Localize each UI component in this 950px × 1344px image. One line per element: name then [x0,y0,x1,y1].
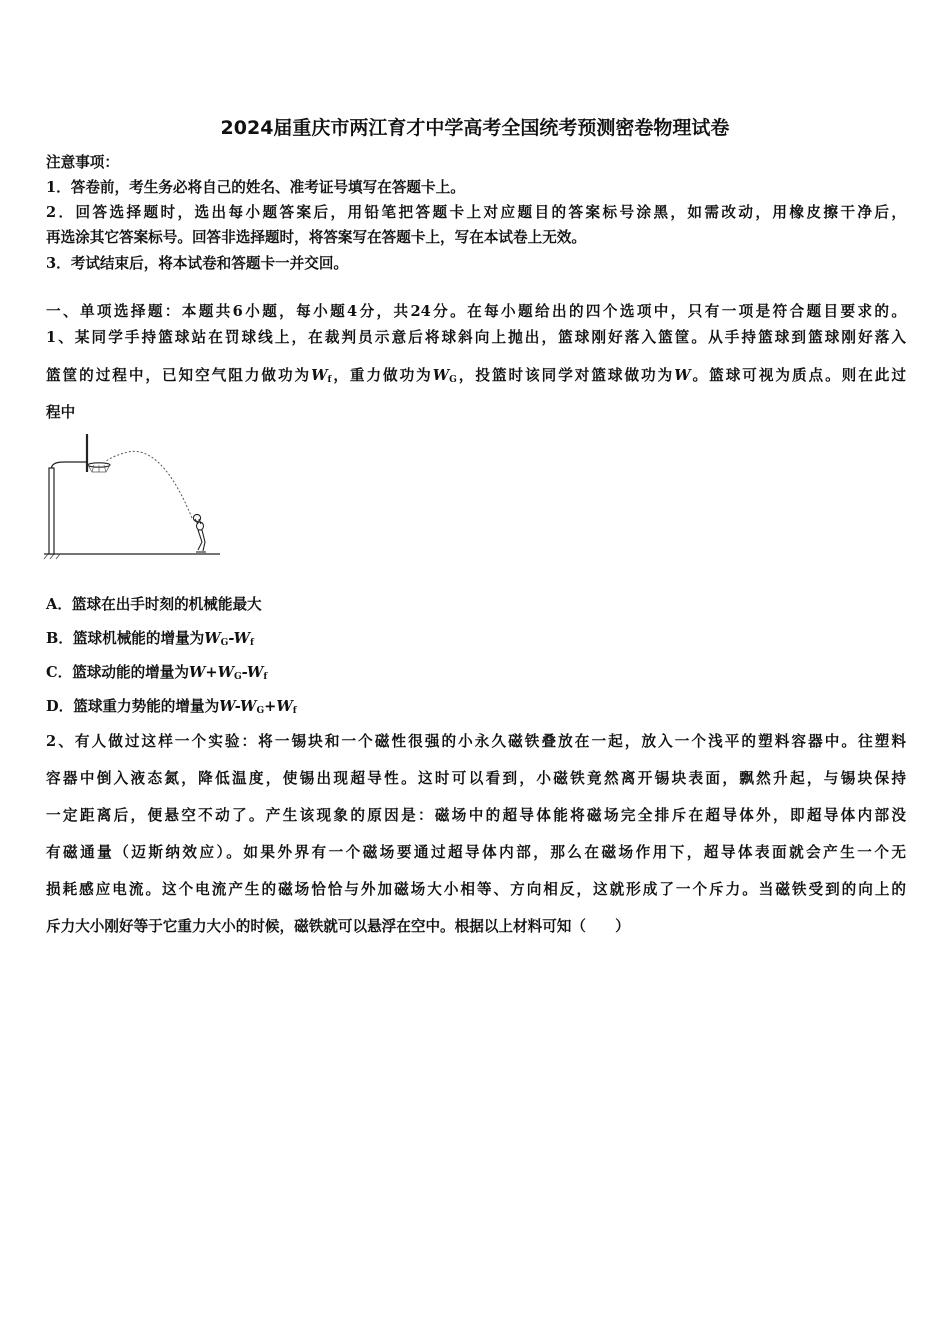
q1-line-2-d: 。篮球可视为质点。则在此过 [690,367,906,384]
q1-line-2-a: 篮筐的过程中，已知空气阻力做功为 [46,367,312,384]
q1-option-c-s1: G [233,672,242,682]
notice-heading: 注意事项： [46,154,119,171]
q1-line-1: 1、某同学手持篮球站在罚球线上，在裁判员示意后将球斜向上抛出，篮球刚好落入篮筐。从手持篮球到篮球刚好落入 [46,329,906,346]
hoop-pole [49,468,54,554]
wg-subscript: G [449,375,457,385]
q1-option-d-w1: W-W [219,698,257,715]
q1-line-2-b: ，重力做功为 [331,367,433,384]
q2-line-1: 2、有人做过这样一个实验：将一锡块和一个磁性很强的小永久磁铁叠放在一起，放入一个浅平的塑料容器中。往塑料 [46,733,906,750]
q1-option-d-s2: f [292,706,297,716]
q1-option-b-s2: f [250,638,254,648]
q1-option-b-w1: W [204,630,221,647]
ball-trajectory [105,451,192,518]
q2-line-5: 损耗感应电流。这个电流产生的磁场恰恰与外加磁场大小相等、方向相反，这就形成了一个斥力。当磁铁受到的向上的 [46,881,906,898]
q1-option-c [46,661,267,682]
player [193,514,206,552]
ground-hatch [44,554,60,559]
q2-line-6: 斥力大小刚好等于它重力大小的时候，磁铁就可以悬浮在空中。根据以上材料可知（ ） [46,918,630,935]
q1-option-b-w2: -W [228,630,251,647]
wf-subscript: f [327,375,332,385]
hoop-arm [52,462,87,468]
notice-item-3: 3．考试结束后，将本试卷和答题卡一并交回。 [46,255,349,272]
q1-line-3: 程中 [46,404,76,421]
q1-option-c-prefix: C．篮球动能的增量为 [46,664,189,681]
q1-option-d-prefix: D．篮球重力势能的增量为 [46,698,220,715]
q1-option-d-s1: G [256,706,265,716]
q1-option-a: A．篮球在出手时刻的机械能最大 [46,596,262,613]
q1-option-d [46,695,297,716]
q1-option-c-w1: W+W [188,664,234,681]
wf-symbol: W [311,367,328,384]
w-symbol: W [674,367,691,384]
q1-option-c-w2: -W [241,664,264,681]
q1-line-2 [46,364,906,386]
wg-symbol: W [432,367,450,384]
section-heading: 一、单项选择题：本题共6小题，每小题4分，共24分。在每小题给出的四个选项中，只有一项是符合题目要求的。 [46,303,906,320]
q1-option-b-prefix: B．篮球机械能的增量为 [46,630,205,647]
q1-option-c-s2: f [263,672,268,682]
q1-option-b [46,627,254,648]
exam-title: 2024届重庆市两江育才中学高考全国统考预测密卷物理试卷 [220,117,730,139]
q2-line-2: 容器中倒入液态氮，降低温度，使锡出现超导性。这时可以看到，小磁铁竟然离开锡块表面，飘然升起，与锡块保持 [46,770,906,787]
q1-option-d-w2: +W [264,698,293,715]
basketball-figure [42,430,222,562]
q2-line-3: 一定距离后，便悬空不动了。产生该现象的原因是：磁场中的超导体能将磁场完全排斥在超导体外，即超导体内部没 [46,807,906,824]
q1-option-b-s1: G [220,638,229,648]
q1-line-2-c: ，投篮时该同学对篮球做功为 [456,367,675,384]
notice-item-2-cont: 再选涂其它答案标号。回答非选择题时，将答案写在答题卡上，写在本试卷上无效。 [46,229,586,246]
q2-line-4: 有磁通量（迈斯纳效应）。如果外界有一个磁场要通过超导体内部，那么在磁场作用下，超导体表面就会产生一个无 [46,844,906,861]
notice-item-1: 1．答卷前，考生务必将自己的姓名、准考证号填写在答题卡上。 [46,179,465,196]
notice-item-2: 2．回答选择题时，选出每小题答案后，用铅笔把答题卡上对应题目的答案标号涂黑，如需改动，用橡皮擦干净后， [46,204,906,221]
